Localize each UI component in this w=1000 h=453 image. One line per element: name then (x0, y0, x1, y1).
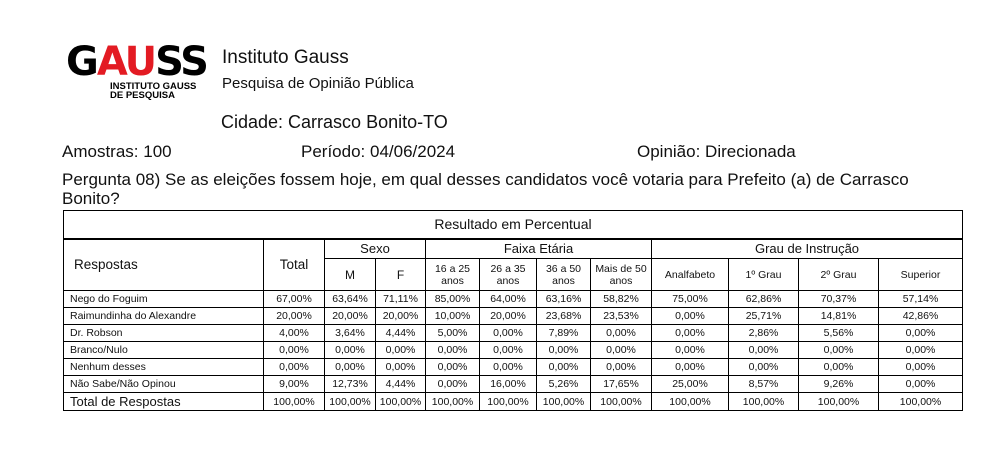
cell: 58,82% (591, 291, 652, 308)
cell: 0,00% (879, 325, 963, 342)
cell: 20,00% (325, 308, 376, 325)
cell: 67,00% (264, 291, 325, 308)
cell: 0,00% (879, 359, 963, 376)
cell: 8,57% (729, 376, 799, 393)
cell: 17,65% (591, 376, 652, 393)
periodo-field: Período: 04/06/2024 (301, 142, 456, 161)
cell: 0,00% (480, 342, 537, 359)
cell: 100,00% (325, 393, 376, 411)
results-table-body (64, 211, 963, 411)
cell: 2,86% (729, 325, 799, 342)
table-row (64, 376, 963, 393)
table-row (64, 325, 963, 342)
cell: 0,00% (591, 359, 652, 376)
cell: 0,00% (264, 359, 325, 376)
subheader-16-25: 16 a 25 anos (426, 259, 480, 291)
logo-letter-g: G (66, 39, 97, 85)
logo-letters-ss: SS (155, 39, 207, 85)
cell: 0,00% (376, 342, 426, 359)
cell: 100,00% (652, 393, 729, 411)
table-row (64, 342, 963, 359)
cell: 0,00% (426, 359, 480, 376)
cell: 0,00% (537, 342, 591, 359)
faixa-etaria-header: Faixa Etária (426, 239, 652, 259)
logo-letters-au: AU (96, 39, 156, 85)
cell: 0,00% (591, 325, 652, 342)
cell: 63,16% (537, 291, 591, 308)
opiniao-field: Opinião: Direcionada (637, 142, 796, 161)
cell: 20,00% (264, 308, 325, 325)
logo-subtext-line-2: DE PESQUISA (110, 90, 175, 101)
subheader-analfabeto: Analfabeto (652, 259, 729, 291)
cell: 0,00% (591, 342, 652, 359)
cell: 0,00% (537, 359, 591, 376)
cell: 20,00% (376, 308, 426, 325)
total-row (64, 393, 963, 411)
respostas-header: Respostas (64, 239, 264, 291)
institute-subtitle: Pesquisa de Opinião Pública (222, 75, 414, 92)
cell: 16,00% (480, 376, 537, 393)
cell: 0,00% (426, 342, 480, 359)
cell: 0,00% (729, 342, 799, 359)
row-label: Dr. Robson (64, 325, 264, 342)
cell: 0,00% (652, 325, 729, 342)
cell: 63,64% (325, 291, 376, 308)
cell: 57,14% (879, 291, 963, 308)
institute-name: Instituto Gauss (222, 47, 349, 68)
subheader-2-grau: 2º Grau (799, 259, 879, 291)
subheader-1-grau: 1º Grau (729, 259, 799, 291)
subheader-superior: Superior (879, 259, 963, 291)
cell: 4,44% (376, 376, 426, 393)
cell: 4,44% (376, 325, 426, 342)
cell: 14,81% (799, 308, 879, 325)
cell: 100,00% (426, 393, 480, 411)
logo-wordmark (66, 39, 207, 85)
cell: 100,00% (729, 393, 799, 411)
row-label: Branco/Nulo (64, 342, 264, 359)
cell: 0,00% (652, 342, 729, 359)
cell: 0,00% (729, 359, 799, 376)
cell: 9,26% (799, 376, 879, 393)
cell: 0,00% (426, 376, 480, 393)
cell: 7,89% (537, 325, 591, 342)
cell: 100,00% (376, 393, 426, 411)
sexo-header: Sexo (325, 239, 426, 259)
cell: 25,00% (652, 376, 729, 393)
cell: 3,64% (325, 325, 376, 342)
table-row (64, 291, 963, 308)
cell: 0,00% (376, 359, 426, 376)
subheader-f: F (376, 259, 426, 291)
cell: 0,00% (325, 359, 376, 376)
cell: 71,11% (376, 291, 426, 308)
gauss-logo (64, 39, 214, 102)
row-label: Nego do Foguim (64, 291, 264, 308)
cell: 20,00% (480, 308, 537, 325)
row-label: Nenhum desses (64, 359, 264, 376)
table-row (64, 359, 963, 376)
cell: 0,00% (325, 342, 376, 359)
cell: 0,00% (652, 359, 729, 376)
table-row (64, 308, 963, 325)
cell: 42,86% (879, 308, 963, 325)
subheader-36-50: 36 a 50 anos (537, 259, 591, 291)
cell: 100,00% (537, 393, 591, 411)
row-label: Raimundinha do Alexandre (64, 308, 264, 325)
table-title: Resultado em Percentual (64, 211, 963, 239)
cell: 0,00% (879, 342, 963, 359)
logo-subtext (110, 82, 196, 100)
results-table (63, 210, 963, 411)
cell: 23,53% (591, 308, 652, 325)
cell: 5,00% (426, 325, 480, 342)
cell: 23,68% (537, 308, 591, 325)
cell: 64,00% (480, 291, 537, 308)
total-row-label: Total de Respostas (64, 393, 264, 411)
cell: 100,00% (480, 393, 537, 411)
cell: 0,00% (480, 359, 537, 376)
row-label: Não Sabe/Não Opinou (64, 376, 264, 393)
cell: 0,00% (652, 308, 729, 325)
logo-subtext-line-1: INSTITUTO GAUSS (110, 81, 197, 92)
cell: 100,00% (264, 393, 325, 411)
cell: 0,00% (480, 325, 537, 342)
subheader-26-35: 26 a 35 anos (480, 259, 537, 291)
cell: 100,00% (799, 393, 879, 411)
city-line: Cidade: Carrasco Bonito-TO (221, 112, 448, 132)
amostras-field: Amostras: 100 (62, 142, 172, 161)
cell: 85,00% (426, 291, 480, 308)
cell: 5,56% (799, 325, 879, 342)
total-header: Total (264, 239, 325, 291)
cell: 10,00% (426, 308, 480, 325)
subheader-m: M (325, 259, 376, 291)
table-title-row (64, 211, 963, 239)
cell: 0,00% (264, 342, 325, 359)
cell: 62,86% (729, 291, 799, 308)
cell: 25,71% (729, 308, 799, 325)
grau-instrucao-header: Grau de Instrução (652, 239, 963, 259)
group-header-row (64, 239, 963, 259)
cell: 5,26% (537, 376, 591, 393)
cell: 0,00% (879, 376, 963, 393)
cell: 100,00% (591, 393, 652, 411)
cell: 100,00% (879, 393, 963, 411)
cell: 4,00% (264, 325, 325, 342)
cell: 9,00% (264, 376, 325, 393)
cell: 0,00% (799, 359, 879, 376)
cell: 0,00% (799, 342, 879, 359)
cell: 12,73% (325, 376, 376, 393)
cell: 70,37% (799, 291, 879, 308)
subheader-50-plus: Mais de 50 anos (591, 259, 652, 291)
question-text: Pergunta 08) Se as eleições fossem hoje, em qual desses candidatos você votaria para Prefeito (a) de Carrasco Bonito? (62, 170, 909, 208)
cell: 75,00% (652, 291, 729, 308)
